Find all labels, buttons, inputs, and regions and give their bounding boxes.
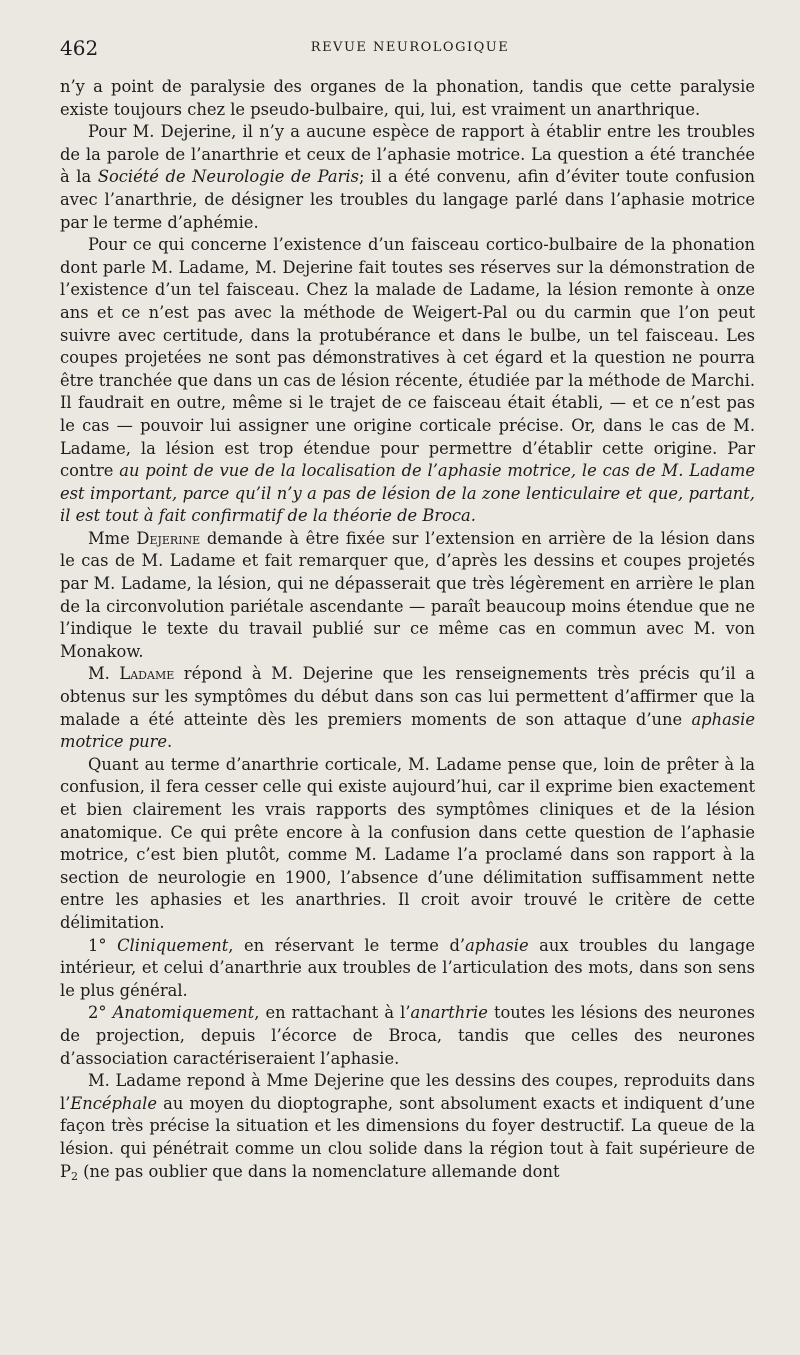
text-run: Pour ce qui concerne l’existence d’un faisceau cortico-bulbaire de la phonation dont parle M. Ladame, M. Dejerine fait toutes ses réserves sur la démonstration de l’existence d’un tel faisceau. Chez la malade de Ladame, la lésion remonte à onze ans et ce n’est pas avec la méthode de Weigert-Pal ou du carmin que l’on peut suivre avec certitude, dans la protubérance et dans le bulbe, un tel faisceau. Les coupes projetées ne sont pas démonstratives à cet égard et la question ne pourra être tranchée que dans un cas de lésion récente, étudiée par la méthode de Marchi. Il faudrait en outre, même si le trajet de ce faisceau était établi, — et ce n’est pas le cas — pouvoir lui assigner une origine corticale précise. Or, dans le cas de M. Ladame, la lésion est trop étendue pour permettre d’établir cette origine. Par contre [60,235,755,481]
text-run: répond à M. Dejerine que les renseignements très précis qu’il a obtenus sur les symptômes du début dans son cas lui permettent d’affirmer que la malade a été atteinte dès les premiers moments de son attaque d’une [60,664,755,729]
paragraph-6 [60,754,755,935]
smallcaps-name: Ladame [119,664,175,684]
text-run: 2° [88,1003,113,1023]
italic-run: Cliniquement [117,935,229,955]
italic-run: au point de vue de la localisation de l’aphasie motrice, le cas de M. Ladame est important, parce qu’il n’y a pas de lésion de la zone lenticulaire et que, partant, il est tout à fait confirmatif de la théorie de Broca. [60,461,755,526]
text-run: aux troubles du langage intérieur, et celui d’anarthrie aux troubles de l’articulation des mots, dans son sens le plus général. [60,935,755,1000]
text-run: demande à être fixée sur l’extension en arrière de la lésion dans le cas de M. Ladame et fait remarquer que, d’après les dessins et coupes projetés par M. Ladame, la lésion, qui ne dépasserait que très légèrement en arrière le plan de la circonvolution pariétale ascendante — paraît beaucoup moins étendue que ne l’indique le texte du travail publié sur ce même cas en commun avec M. von Monakow. [60,528,756,661]
paragraph-2 [60,121,755,234]
paragraph-4 [60,528,755,664]
text-run: Quant au terme d’anarthrie corticale, M. Ladame pense que, loin de prêter à la confusion, il fera cesser celle qui existe aujourd’hui, car il exprime bien exactement et bien clairement les vrais rapports des symptômes cliniques et de la lésion anatomique. Ce qui prête encore à la confusion dans cette question de l’aphasie motrice, c’est bien plutôt, comme M. Ladame l’a proclamé dans son rapport à la section de neurologie en 1900, l’absence d’une délimitation suffisamment nette entre les aphasies et les anarthries. Il croit avoir trouvé le critère de cette délimitation. [60,754,755,932]
text-run: Mme [88,528,137,548]
page-header [60,36,760,60]
subscript: 2 [70,1169,78,1183]
text-run: Pour M. Dejerine, il n’y a aucune espèce de rapport à établir entre les troubles de la parole de l’anarthrie et ceux de l’aphasie motrice. La question a été tranchée à la [60,122,755,187]
italic-run: Société de Neurologie de Paris [97,167,359,187]
paragraph-7 [60,935,755,1003]
text-run: toutes les lésions des neurones de projection, depuis l’écorce de Broca, tandis que celles des neurones d’association caractériseraient l’aphasie. [60,1003,755,1068]
paragraph-1 [60,76,755,121]
italic-run: Anatomiquement [112,1003,255,1023]
body-text [60,76,755,1183]
text-run: au moyen du dioptographe, sont absolument exacts et indiquent d’une façon très précise la situation et les dimensions du foyer destructif. La queue de la lésion. qui pénétrait comme un clou solide dans la région tout à fait supérieure de P [60,1093,755,1181]
paragraph-3 [60,234,755,528]
text-run: M. Ladame repond à Mme Dejerine que les dessins des coupes, reproduits dans l’ [60,1071,755,1113]
page-number: 462 [60,36,99,60]
paragraph-5 [60,663,755,753]
text-run: . [167,732,173,752]
italic-run: aphasie [465,935,529,955]
text-run: n’y a point de paralysie des organes de la phonation, tandis que cette paralysie existe toujours chez le pseudo-bulbaire, qui, lui, est vraiment un anarthrique. [60,77,755,119]
smallcaps-name: Dejerine [136,528,201,548]
text-run: (ne pas oublier que dans la nomenclature allemande dont [77,1161,560,1181]
text-run: 1° [88,935,118,955]
text-run: , en réservant le terme d’ [228,935,466,955]
italic-run: Encéphale [70,1093,157,1113]
paragraph-8 [60,1002,755,1070]
paragraph-9 [60,1070,755,1183]
text-run: M. [88,664,120,684]
italic-run: aphasie motrice pure [60,709,755,752]
text-run: ; il a été convenu, afin d’éviter toute confusion avec l’anarthrie, de désigner les troubles du langage parlé dans l’aphasie motrice par le terme d’aphémie. [60,167,755,232]
italic-run: anarthrie [410,1003,488,1023]
running-title: REVUE NEUROLOGIQUE [310,40,510,55]
text-run: , en rattachant à l’ [254,1003,411,1023]
